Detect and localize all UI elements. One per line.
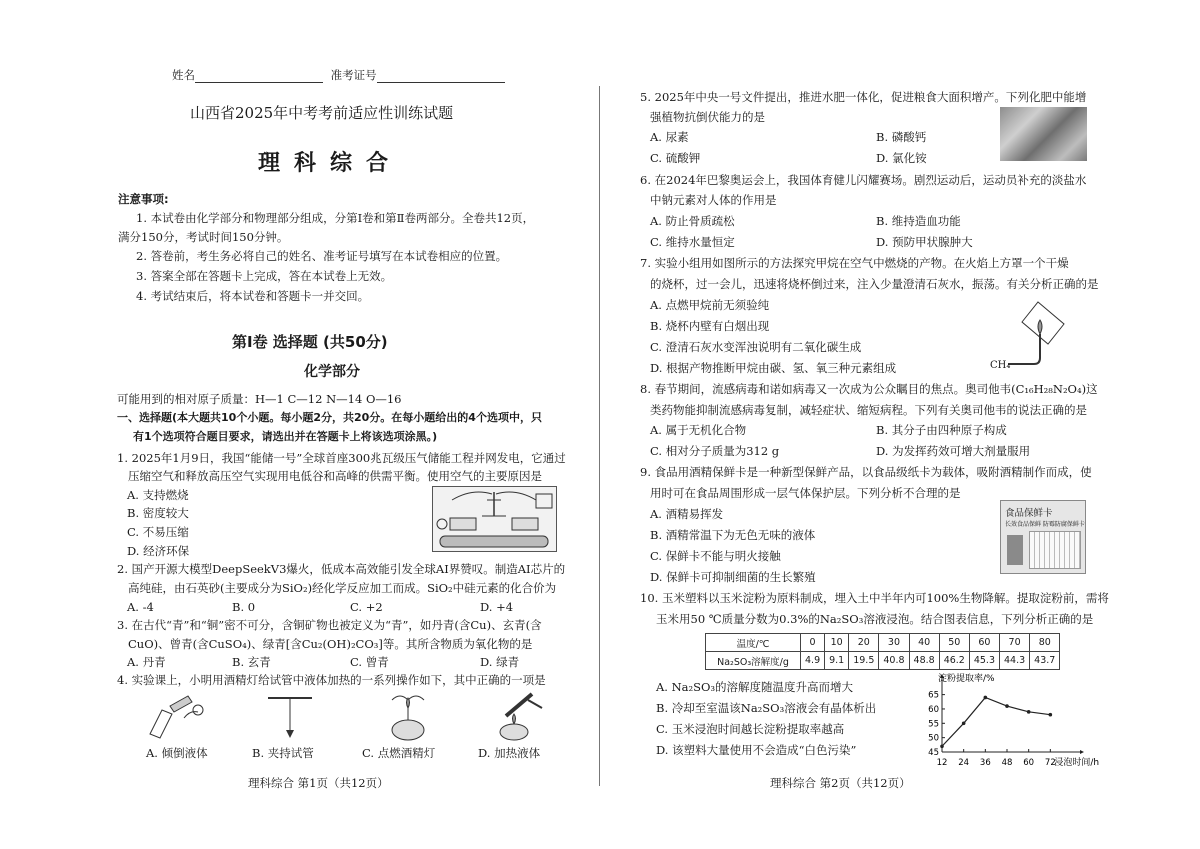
instr-line-2: 有1个选项符合题目要求，请选出并在答题卡上将该选项涂黑。) [133, 430, 438, 443]
table-cell: 4.9 [801, 652, 825, 670]
q7-option-c: C. 澄清石灰水变浑浊说明有二氧化碳生成 [650, 340, 862, 354]
q10-option-c: C. 玉米浸泡时间越长淀粉提取率越高 [656, 722, 845, 736]
table-cell: 10 [825, 634, 849, 652]
q5-option-d: D. 氯化铵 [876, 151, 927, 165]
q10-option-b: B. 冷却至室温该Na₂SO₃溶液会有晶体析出 [656, 701, 877, 715]
right-page [600, 0, 1200, 849]
note-1: 1. 本试卷由化学部分和物理部分组成，分第Ⅰ卷和第Ⅱ卷两部分。全卷共12页， [136, 211, 535, 225]
q9-option-d: D. 保鲜卡可抑制细菌的生长繁殖 [650, 570, 816, 584]
table-cell: 9.1 [825, 652, 849, 670]
section-title: 第Ⅰ卷 选择题 (共50分) [232, 333, 388, 351]
q6-stem-1: 6. 在2024年巴黎奥运会上，我国体育健儿闪耀赛场。剧烈运动后，运动员补充的淡盐水 [640, 173, 1087, 187]
data-point [984, 696, 988, 700]
heat-liquid-figure [488, 690, 548, 742]
note-2: 2. 答卷前，考生务必将自己的姓名、准考证号填写在本试卷相应的位置。 [136, 249, 508, 263]
q3-option-d: D. 绿青 [480, 655, 520, 669]
q8-option-a: A. 属于无机化合物 [650, 423, 747, 437]
q6-stem-2: 中钠元素对人体的作用是 [650, 193, 777, 207]
q4-option-a: A. 倾倒液体 [146, 746, 208, 760]
x-tick-label: 12 [936, 758, 948, 768]
x-axis-label: 浸泡时间/h [1054, 758, 1100, 768]
q4-option-d: D. 加热液体 [478, 746, 541, 760]
exam-title: 山西省2025年中考考前适应性训练试题 [190, 104, 454, 122]
y-tick-label: 45 [928, 748, 939, 758]
table-cell: 0 [801, 634, 825, 652]
table-cell: 45.3 [969, 652, 999, 670]
y-tick-label: 65 [928, 690, 939, 701]
data-point [1005, 704, 1009, 708]
table-cell: 温度/℃ [706, 634, 801, 652]
q3-stem-2: CuO)、曾青(含CuSO₄)、绿青[含Cu₂(OH)₂CO₃]等。其所含物质为氧化物的是 [128, 637, 533, 651]
q9-stem-2: 用时可在食品周围形成一层气体保护层。下列分析不合理的是 [650, 486, 961, 500]
light-alcohol-lamp-figure [378, 690, 438, 742]
q2-stem-2: 高纯硅，由石英砂(主要成分为SiO₂)经化学反应加工而成。SiO₂中硅元素的化合价为 [128, 581, 557, 595]
y-tick-label: 50 [928, 733, 939, 744]
table-cell: 19.5 [849, 652, 879, 670]
q9-option-b: B. 酒精常温下为无色无味的液体 [650, 528, 816, 542]
table-cell: 60 [969, 634, 999, 652]
q1-option-a: A. 支持燃烧 [127, 488, 189, 502]
name-line [195, 70, 323, 83]
hold-test-tube-figure [262, 690, 322, 742]
compressed-air-storage-diagram [432, 486, 557, 552]
id-label: 准考证号 [330, 68, 377, 82]
q2-stem-1: 2. 国产开源大模型DeepSeekV3爆火，低成本高效能引发全球AI界赞叹。制造AI芯片的 [117, 562, 566, 576]
q8-option-b: B. 其分子由四种原子构成 [876, 423, 1007, 437]
left-footer: 理科综合 第1页（共12页） [248, 776, 389, 790]
x-tick-label: 24 [958, 758, 970, 768]
card-title: 食品保鲜卡 [1005, 508, 1053, 519]
q1-option-c: C. 不易压缩 [127, 525, 189, 539]
table-cell: 80 [1030, 634, 1060, 652]
card-side-label [1007, 535, 1023, 565]
q7-stem-2: 的烧杯，过一会儿，迅速将烧杯倒过来，注入少量澄清石灰水，振荡。有关分析正确的是 [650, 277, 1099, 291]
table-cell: 40 [909, 634, 939, 652]
card-subtitle: 长效食品保鲜 防霉防腐保鲜卡 [1005, 521, 1085, 528]
preservation-card-photo [1000, 500, 1086, 574]
ch4-label: CH₄ [990, 360, 1011, 371]
starch-extraction-chart [920, 672, 1100, 768]
x-axis-arrow [1080, 750, 1084, 754]
right-footer: 理科综合 第2页（共12页） [770, 776, 911, 790]
x-tick-label: 36 [979, 758, 991, 768]
table-cell: 44.3 [1000, 652, 1030, 670]
q6-option-a: A. 防止骨质疏松 [650, 214, 735, 228]
y-axis-label: 淀粉提取率/% [938, 674, 995, 684]
table-cell: 30 [879, 634, 909, 652]
table-cell: 46.2 [939, 652, 969, 670]
q5-option-a: A. 尿素 [650, 130, 689, 144]
card-stack-image [1029, 531, 1081, 569]
data-point [1027, 710, 1031, 714]
q9-option-c: C. 保鲜卡不能与明火接触 [650, 549, 781, 563]
q2-option-c: C. +2 [350, 600, 383, 614]
id-line [377, 70, 505, 83]
q2-option-d: D. +4 [480, 600, 514, 614]
instr-line-1: 一、选择题(本大题共10个小题。每小题2分，共20分。在每小题给出的4个选项中，只 [117, 411, 542, 424]
atomic-masses: 可能用到的相对原子质量：H—1 C—12 N—14 O—16 [117, 392, 402, 406]
table-cell: 50 [939, 634, 969, 652]
solubility-table [705, 633, 1060, 670]
q10-stem-2: 玉米用50 ℃质量分数为0.3%的Na₂SO₃溶液浸泡。结合图表信息，下列分析正确的是 [656, 612, 1094, 626]
q6-option-c: C. 维持水量恒定 [650, 235, 735, 249]
q8-stem-2: 类药物能抑制流感病毒复制，减轻症状、缩短病程。下列有关奥司他韦的说法正确的是 [650, 403, 1087, 417]
q3-option-c: C. 曾青 [350, 655, 389, 669]
x-tick-label: 48 [1001, 758, 1013, 768]
data-point [940, 744, 944, 748]
q9-stem-1: 9. 食品用酒精保鲜卡是一种新型保鲜产品，以食品级纸卡为载体，吸附酒精制作而成，使 [640, 465, 1092, 479]
name-label: 姓名 [172, 68, 195, 82]
q7-option-a: A. 点燃甲烷前无须验纯 [650, 298, 770, 312]
table-cell: 48.8 [909, 652, 939, 670]
q4-option-c: C. 点燃酒精灯 [362, 746, 436, 760]
pour-liquid-figure [140, 690, 215, 742]
data-point [1049, 713, 1053, 717]
q1-option-d: D. 经济环保 [127, 544, 190, 558]
q7-stem-1: 7. 实验小组用如图所示的方法探究甲烷在空气中燃烧的产物。在火焰上方罩一个干燥 [640, 256, 1069, 270]
x-tick-label: 60 [1023, 758, 1035, 768]
q6-option-d: D. 预防甲状腺肿大 [876, 235, 973, 249]
crop-field-photo [1000, 107, 1087, 161]
q4-option-b: B. 夹持试管 [252, 746, 314, 760]
q5-option-b: B. 磷酸钙 [876, 130, 927, 144]
x-tick-label: 72 [1044, 758, 1056, 768]
q6-option-b: B. 维持造血功能 [876, 214, 961, 228]
q1-stem-2: 压缩空气和释放高压空气实现用电低谷和高峰的供需平衡。使用空气的主要原因是 [128, 469, 542, 483]
q2-option-a: A. -4 [127, 600, 154, 614]
q10-option-a: A. Na₂SO₃的溶解度随温度升高而增大 [656, 680, 854, 694]
solubility-table-header-row [706, 634, 1060, 652]
q7-option-b: B. 烧杯内壁有白烟出现 [650, 319, 770, 333]
part-title: 化学部分 [304, 364, 360, 380]
q3-stem-1: 3. 在古代“青”和“铜”密不可分，含铜矿物也被定义为“青”，如丹青(含Cu)、玄青(含 [117, 618, 542, 632]
solubility-table-data-row [706, 652, 1060, 670]
q3-option-a: A. 丹青 [127, 655, 166, 669]
table-cell: 43.7 [1030, 652, 1060, 670]
table-cell: 70 [1000, 634, 1030, 652]
q10-option-d: D. 该塑料大量使用不会造成“白色污染” [656, 743, 857, 757]
note-1b: 满分150分，考试时间150分钟。 [118, 230, 289, 244]
table-cell: 40.8 [879, 652, 909, 670]
q5-stem-1: 5. 2025年中央一号文件提出，推进水肥一体化，促进粮食大面积增产。下列化肥中能增 [640, 90, 1087, 104]
q8-option-c: C. 相对分子质量为312 g [650, 444, 780, 458]
q8-option-d: D. 为发挥药效可增大剂量服用 [876, 444, 1031, 458]
q4-stem-1: 4. 实验课上，小明用酒精灯给试管中液体加热的一系列操作如下，其中正确的一项是 [117, 673, 546, 687]
y-tick-label: 60 [928, 704, 939, 715]
q2-option-b: B. 0 [232, 600, 256, 614]
name-field [172, 68, 505, 83]
q7-option-d: D. 根据产物推断甲烷由碳、氢、氧三种元素组成 [650, 361, 897, 375]
q5-stem-2: 强植物抗倒伏能力的是 [650, 110, 765, 124]
subject-title: 理科综合 [258, 150, 403, 176]
table-cell: 20 [849, 634, 879, 652]
q1-option-b: B. 密度较大 [127, 506, 189, 520]
q5-option-c: C. 硫酸钾 [650, 151, 701, 165]
notes-title: 注意事项: [118, 192, 169, 206]
table-cell: Na₂SO₃溶解度/g [706, 652, 801, 670]
data-point [962, 722, 966, 726]
q10-stem-1: 10. 玉米塑料以玉米淀粉为原料制成，埋入土中半年内可100%生物降解。提取淀粉前，需将 [640, 591, 1109, 605]
q8-stem-1: 8. 春节期间，流感病毒和诺如病毒又一次成为公众瞩目的焦点。奥司他韦(C₁₆H₂₈N₂O₄)这 [640, 382, 1098, 396]
note-4: 4. 考试结束后，将本试卷和答题卡一并交回。 [136, 289, 370, 303]
note-3: 3. 答案全部在答题卡上完成，答在本试卷上无效。 [136, 269, 393, 283]
q9-option-a: A. 酒精易挥发 [650, 507, 724, 521]
y-tick-label: 55 [928, 719, 939, 730]
extraction-line [942, 697, 1050, 746]
q1-stem-1: 1. 2025年1月9日，我国“能储一号”全球首座300兆瓦级压气储能工程并网发电，它通过 [117, 451, 566, 465]
q3-option-b: B. 玄青 [232, 655, 271, 669]
